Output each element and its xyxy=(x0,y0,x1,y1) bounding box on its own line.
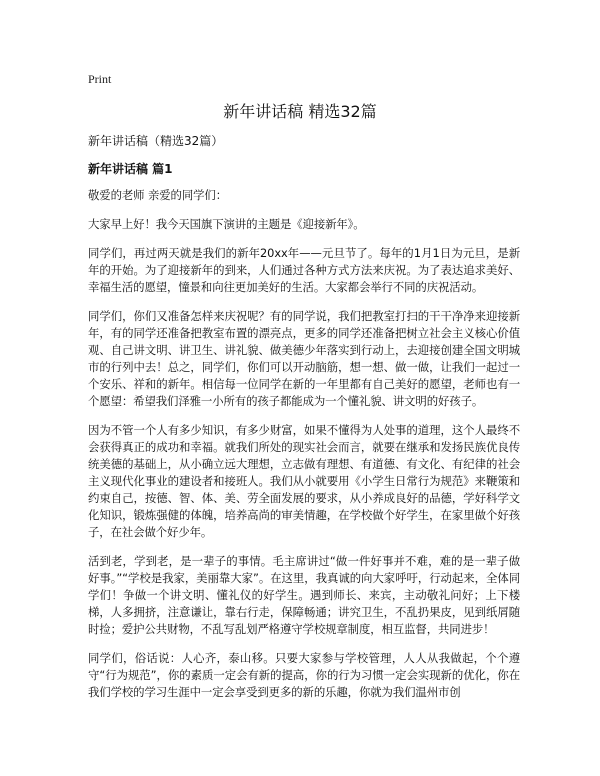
document-body xyxy=(88,133,520,713)
page-title: 新年讲话稿 精选32篇 xyxy=(223,102,377,121)
document-subtitle: 新年讲话稿（精选32篇） xyxy=(88,134,224,148)
print-label: Print xyxy=(88,72,112,86)
paragraph-body: 同学们，俗话说：人心齐，泰山移。只要大家参与学校管理，人人从我做起，个个遵守“行为规范”，你的素质一定会有新的提高，你的行为习惯一定会实现新的优化，你在我们学校的学习生涯中一定会享受到更多的新的乐趣，你就为我们温州市创 xyxy=(88,651,520,699)
paragraph-body: 同学们，再过两天就是我们的新年20xx年——元旦节了。每年的1月1日为元旦，是新年的开始。为了迎接新年的到来，人们通过各种方式方法来庆祝。为了表达追求美好、幸福生活的愿望，憧景和向往更加美好的生活。大家都会举行不同的庆祝活动。 xyxy=(88,246,520,294)
paragraph-greeting: 大家早上好！我今天国旗下演讲的主题是《迎接新年》。 xyxy=(88,217,365,231)
paragraph-body: 活到老，学到老，是一辈子的事情。毛主席讲过“做一件好事并不难，难的是一辈子做好事。”“学校是我家，美丽靠大家”。在这里，我真诚的向大家呼吁，行动起来，全体同学们！争做一个讲文明、懂礼仪的好学生。遇到师长、来宾，主动敬礼问好；上下楼梯，人多拥挤，注意谦让，靠右行走，保障畅通；讲究卫生，不乱扔果皮，见到纸屑随时捡；爱护公共财物，不乱写乱划严格遵守学校规章制度，相互监督，共同进步！ xyxy=(88,554,520,636)
paragraph-body: 因为不管一个人有多少知识，有多少财富，如果不懂得为人处事的道理，这个人最终不会获得真正的成功和幸福。就我们所处的现实社会而言，就要在继承和发扬民族优良传统美德的基础上，从小确立远大理想，立志做有理想、有道德、有文化、有纪律的社会主义现代化事业的建设者和接班人。我们从小就要用《小学生日常行为规范》来鞭策和约束自己，按德、智、体、美、劳全面发展的要求，从小养成良好的品德，学好科学文化知识，锻炼强健的体魄，培养高尚的审美情趣，在学校做个好学生，在家里做个好孩子，在社会做个好少年。 xyxy=(88,423,520,539)
section-heading: 新年讲话稿 篇1 xyxy=(88,162,173,176)
paragraph-body: 同学们，你们又准备怎样来庆祝呢？有的同学说，我们把教室打扫的干干净净来迎接新年，有的同学还准备把教室布置的漂亮点，更多的同学还准备把树立社会主义核心价值观、自己讲文明、讲卫生、讲礼貌、做美德少年落实到行动上，去迎接创建全国文明城市的行列中去！总之，同学们，你们可以开动脑筋，想一想、做一做，让我们一起过一个安乐、祥和的新年。相信每一位同学在新的一年里都有自己美好的愿望，老师也有一个愿望：希望我们泽雅一小所有的孩子都能成为一个懂礼貌、讲文明的好孩子。 xyxy=(88,309,520,408)
paragraph-salutation: 敬爱的老师 亲爱的同学们： xyxy=(88,188,228,202)
